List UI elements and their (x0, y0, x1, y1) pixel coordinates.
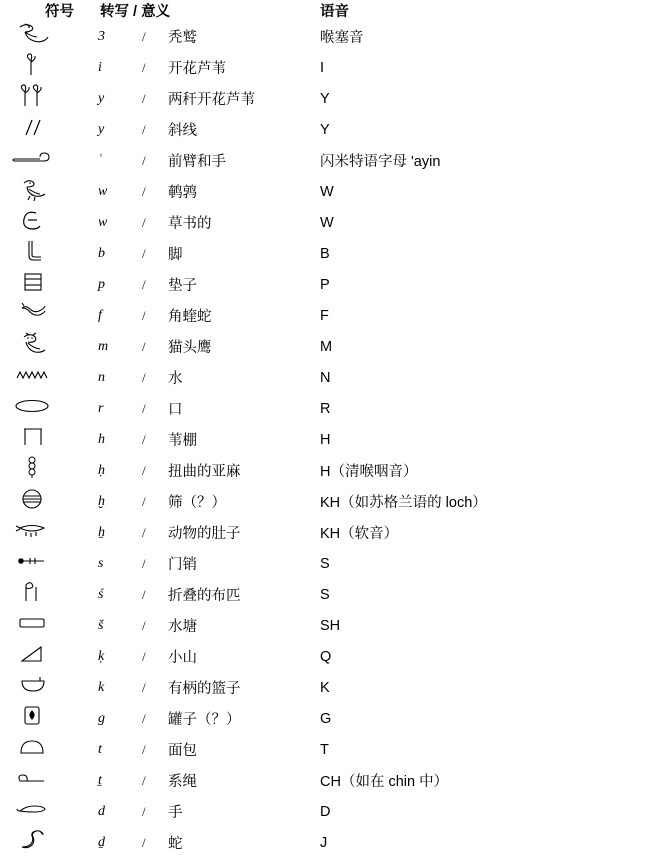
meaning-cell: 斜线 (168, 123, 197, 139)
phonetic-cell: N (320, 369, 331, 386)
sign-cell (0, 83, 98, 114)
sign-cell (0, 672, 98, 703)
table-row (0, 21, 647, 52)
transliteration-cell: r (98, 400, 104, 416)
meaning-cell: 面包 (168, 743, 197, 759)
table-body (0, 21, 647, 858)
transliteration-cell: i (98, 59, 102, 75)
table-row (0, 641, 647, 672)
cursive-coil-glyph (0, 207, 64, 233)
meaning-cell: 口 (168, 402, 183, 418)
transliteration-cell: k (98, 679, 105, 695)
table-row (0, 331, 647, 362)
double-stroke-glyph (0, 114, 64, 140)
transliteration-cell: 3 (98, 28, 105, 44)
water-ripple-glyph (0, 362, 64, 388)
table-row (0, 83, 647, 114)
sign-cell (0, 827, 98, 858)
meaning-cell: 草书的 (168, 216, 212, 232)
transliteration-cell: s (98, 555, 104, 571)
separator-cell: / (142, 338, 146, 354)
sieve-placenta-glyph (0, 486, 64, 512)
cobra-glyph (0, 827, 64, 853)
transliteration-cell: ṯ (98, 772, 102, 788)
phonetic-cell: Q (320, 648, 332, 665)
phonetic-cell: J (320, 834, 328, 851)
separator-cell: / (142, 679, 146, 695)
tethering-rope-glyph (0, 765, 64, 791)
sign-cell (0, 176, 98, 207)
phonetic-cell: 闪米特语字母 'ayin (320, 154, 441, 170)
separator-cell: / (142, 524, 146, 540)
column-header-transliteration: 转写 / 意义 (100, 4, 171, 20)
table-row (0, 52, 647, 83)
sign-cell (0, 52, 98, 83)
pool-glyph (0, 610, 64, 636)
separator-cell: / (142, 307, 146, 323)
basket-handle-glyph (0, 672, 64, 698)
phonetic-cell: T (320, 741, 329, 758)
table-row (0, 610, 647, 641)
meaning-cell: 角蝰蛇 (168, 309, 212, 325)
table-row (0, 486, 647, 517)
phonetic-cell: B (320, 245, 330, 262)
phonetic-cell: SH (320, 617, 341, 634)
meaning-cell: 门销 (168, 557, 197, 573)
reed-shelter-glyph (0, 424, 64, 450)
transliteration-cell: w (98, 183, 108, 199)
table-row (0, 548, 647, 579)
transliteration-cell: p (98, 276, 105, 292)
separator-cell: / (142, 648, 146, 664)
meaning-cell: 扭曲的亚麻 (168, 464, 241, 480)
separator-cell: / (142, 28, 146, 44)
table-row (0, 672, 647, 703)
meaning-cell: 猫头鹰 (168, 340, 212, 356)
table-row (0, 362, 647, 393)
meaning-cell: 两秆开花芦苇 (168, 92, 255, 108)
flowering-reed-glyph (0, 52, 64, 78)
sign-cell (0, 362, 98, 393)
table-row (0, 765, 647, 796)
phonetic-cell: H (320, 431, 331, 448)
separator-cell: / (142, 121, 146, 137)
sign-cell (0, 331, 98, 362)
bread-loaf-glyph (0, 734, 64, 760)
foot-glyph (0, 238, 64, 264)
sign-cell (0, 579, 98, 610)
phonetic-cell: G (320, 710, 332, 727)
separator-cell: / (142, 710, 146, 726)
transliteration-cell: ẖ (98, 524, 105, 540)
phonetic-cell: W (320, 183, 334, 200)
table-row (0, 207, 647, 238)
meaning-cell: 水 (168, 371, 183, 387)
transliteration-cell: f (98, 307, 102, 323)
separator-cell: / (142, 245, 146, 261)
separator-cell: / (142, 586, 146, 602)
separator-cell: / (142, 400, 146, 416)
table-row (0, 114, 647, 145)
transliteration-cell: ḏ (98, 834, 105, 850)
transliteration-cell: y (98, 90, 105, 106)
transliteration-cell: w (98, 214, 108, 230)
meaning-cell: 筛（？） (168, 495, 226, 511)
phonetic-cell: P (320, 276, 330, 293)
phonetic-cell: Y (320, 121, 330, 138)
stool-mat-glyph (0, 269, 64, 295)
table-row (0, 796, 647, 827)
separator-cell: / (142, 493, 146, 509)
meaning-cell: 脚 (168, 247, 183, 263)
door-bolt-glyph (0, 548, 64, 574)
separator-cell: / (142, 276, 146, 292)
sign-cell (0, 796, 98, 827)
hand-glyph (0, 796, 64, 822)
horned-viper-glyph (0, 300, 64, 326)
meaning-cell: 开花芦苇 (168, 61, 226, 77)
transliteration-cell: ḥ (98, 462, 105, 478)
mouth-glyph (0, 393, 64, 419)
sign-cell (0, 734, 98, 765)
meaning-cell: 系绳 (168, 774, 197, 790)
sign-cell (0, 703, 98, 734)
phonetic-cell: KH（软音） (320, 526, 399, 542)
jar-stand-glyph (0, 703, 64, 729)
meaning-cell: 秃鹫 (168, 30, 197, 46)
transliteration-cell: b (98, 245, 105, 261)
table-row (0, 300, 647, 331)
sign-cell (0, 145, 98, 176)
separator-cell: / (142, 555, 146, 571)
folded-cloth-glyph (0, 579, 64, 605)
table-row (0, 393, 647, 424)
hill-slope-glyph (0, 641, 64, 667)
double-reed-glyph (0, 83, 64, 109)
meaning-cell: 动物的肚子 (168, 526, 241, 542)
phonetic-cell: K (320, 679, 330, 696)
transliteration-cell: ḳ (98, 648, 105, 664)
sign-cell (0, 548, 98, 579)
sign-cell (0, 21, 98, 52)
meaning-cell: 垫子 (168, 278, 197, 294)
sign-cell (0, 393, 98, 424)
phonetic-cell: D (320, 803, 331, 820)
sign-cell (0, 517, 98, 548)
sign-cell (0, 300, 98, 331)
forearm-hand-glyph (0, 145, 64, 171)
transliteration-cell: y (98, 121, 105, 137)
transliteration-cell: h (98, 431, 105, 447)
sign-cell (0, 765, 98, 796)
table-row (0, 734, 647, 765)
vulture-glyph (0, 21, 64, 47)
sign-cell (0, 207, 98, 238)
separator-cell: / (142, 90, 146, 106)
phonetic-cell: M (320, 338, 333, 355)
meaning-cell: 有柄的篮子 (168, 681, 241, 697)
phonetic-cell: H（清喉咽音） (320, 464, 418, 480)
transliteration-cell: ʿ (98, 152, 103, 168)
separator-cell: / (142, 834, 146, 850)
table-header (0, 0, 647, 21)
quail-chick-glyph (0, 176, 64, 202)
separator-cell: / (142, 617, 146, 633)
table-row (0, 145, 647, 176)
meaning-cell: 苇棚 (168, 433, 197, 449)
sign-cell (0, 269, 98, 300)
phonetic-cell: KH（如苏格兰语的 loch） (320, 495, 487, 511)
transliteration-cell: n (98, 369, 105, 385)
separator-cell: / (142, 772, 146, 788)
sign-cell (0, 486, 98, 517)
table-row (0, 238, 647, 269)
meaning-cell: 前臂和手 (168, 154, 226, 170)
phonetic-cell: S (320, 555, 330, 572)
table-row (0, 579, 647, 610)
table-row (0, 269, 647, 300)
transliteration-cell: š (98, 617, 104, 633)
sign-cell (0, 455, 98, 486)
phonetic-cell: W (320, 214, 334, 231)
sign-cell (0, 238, 98, 269)
phonetic-cell: S (320, 586, 330, 603)
separator-cell: / (142, 803, 146, 819)
separator-cell: / (142, 462, 146, 478)
phonetic-cell: Y (320, 90, 330, 107)
column-header-sign: 符号 (45, 4, 74, 20)
meaning-cell: 小山 (168, 650, 197, 666)
meaning-cell: 手 (168, 805, 183, 821)
meaning-cell: 水塘 (168, 619, 197, 635)
meaning-cell: 罐子（？） (168, 712, 241, 728)
separator-cell: / (142, 369, 146, 385)
separator-cell: / (142, 59, 146, 75)
transliteration-cell: d (98, 803, 105, 819)
transliteration-cell: ś (98, 586, 104, 602)
meaning-cell: 折叠的布匹 (168, 588, 241, 604)
sign-cell (0, 424, 98, 455)
phonetic-cell: R (320, 400, 331, 417)
phonetic-cell: F (320, 307, 329, 324)
transliteration-cell: ḫ (98, 493, 105, 509)
separator-cell: / (142, 431, 146, 447)
separator-cell: / (142, 741, 146, 757)
meaning-cell: 鹌鹑 (168, 185, 197, 201)
sign-cell (0, 641, 98, 672)
phonetic-cell: 喉塞音 (320, 30, 364, 46)
table-row (0, 176, 647, 207)
animal-belly-glyph (0, 517, 64, 543)
table-row (0, 827, 647, 858)
table-row (0, 455, 647, 486)
sign-cell (0, 114, 98, 145)
twisted-flax-glyph (0, 455, 64, 481)
column-header-phonetic: 语音 (320, 4, 349, 20)
phonetic-cell: I (320, 59, 325, 76)
transliteration-cell: m (98, 338, 109, 354)
meaning-cell: 蛇 (168, 836, 183, 852)
transliteration-cell: t (98, 741, 102, 757)
table-row (0, 703, 647, 734)
sign-cell (0, 610, 98, 641)
transliteration-cell: g (98, 710, 105, 726)
separator-cell: / (142, 214, 146, 230)
table-row (0, 424, 647, 455)
phonetic-cell: CH（如在 chin 中） (320, 774, 449, 790)
separator-cell: / (142, 152, 146, 168)
separator-cell: / (142, 183, 146, 199)
owl-glyph (0, 331, 64, 357)
table-row (0, 517, 647, 548)
